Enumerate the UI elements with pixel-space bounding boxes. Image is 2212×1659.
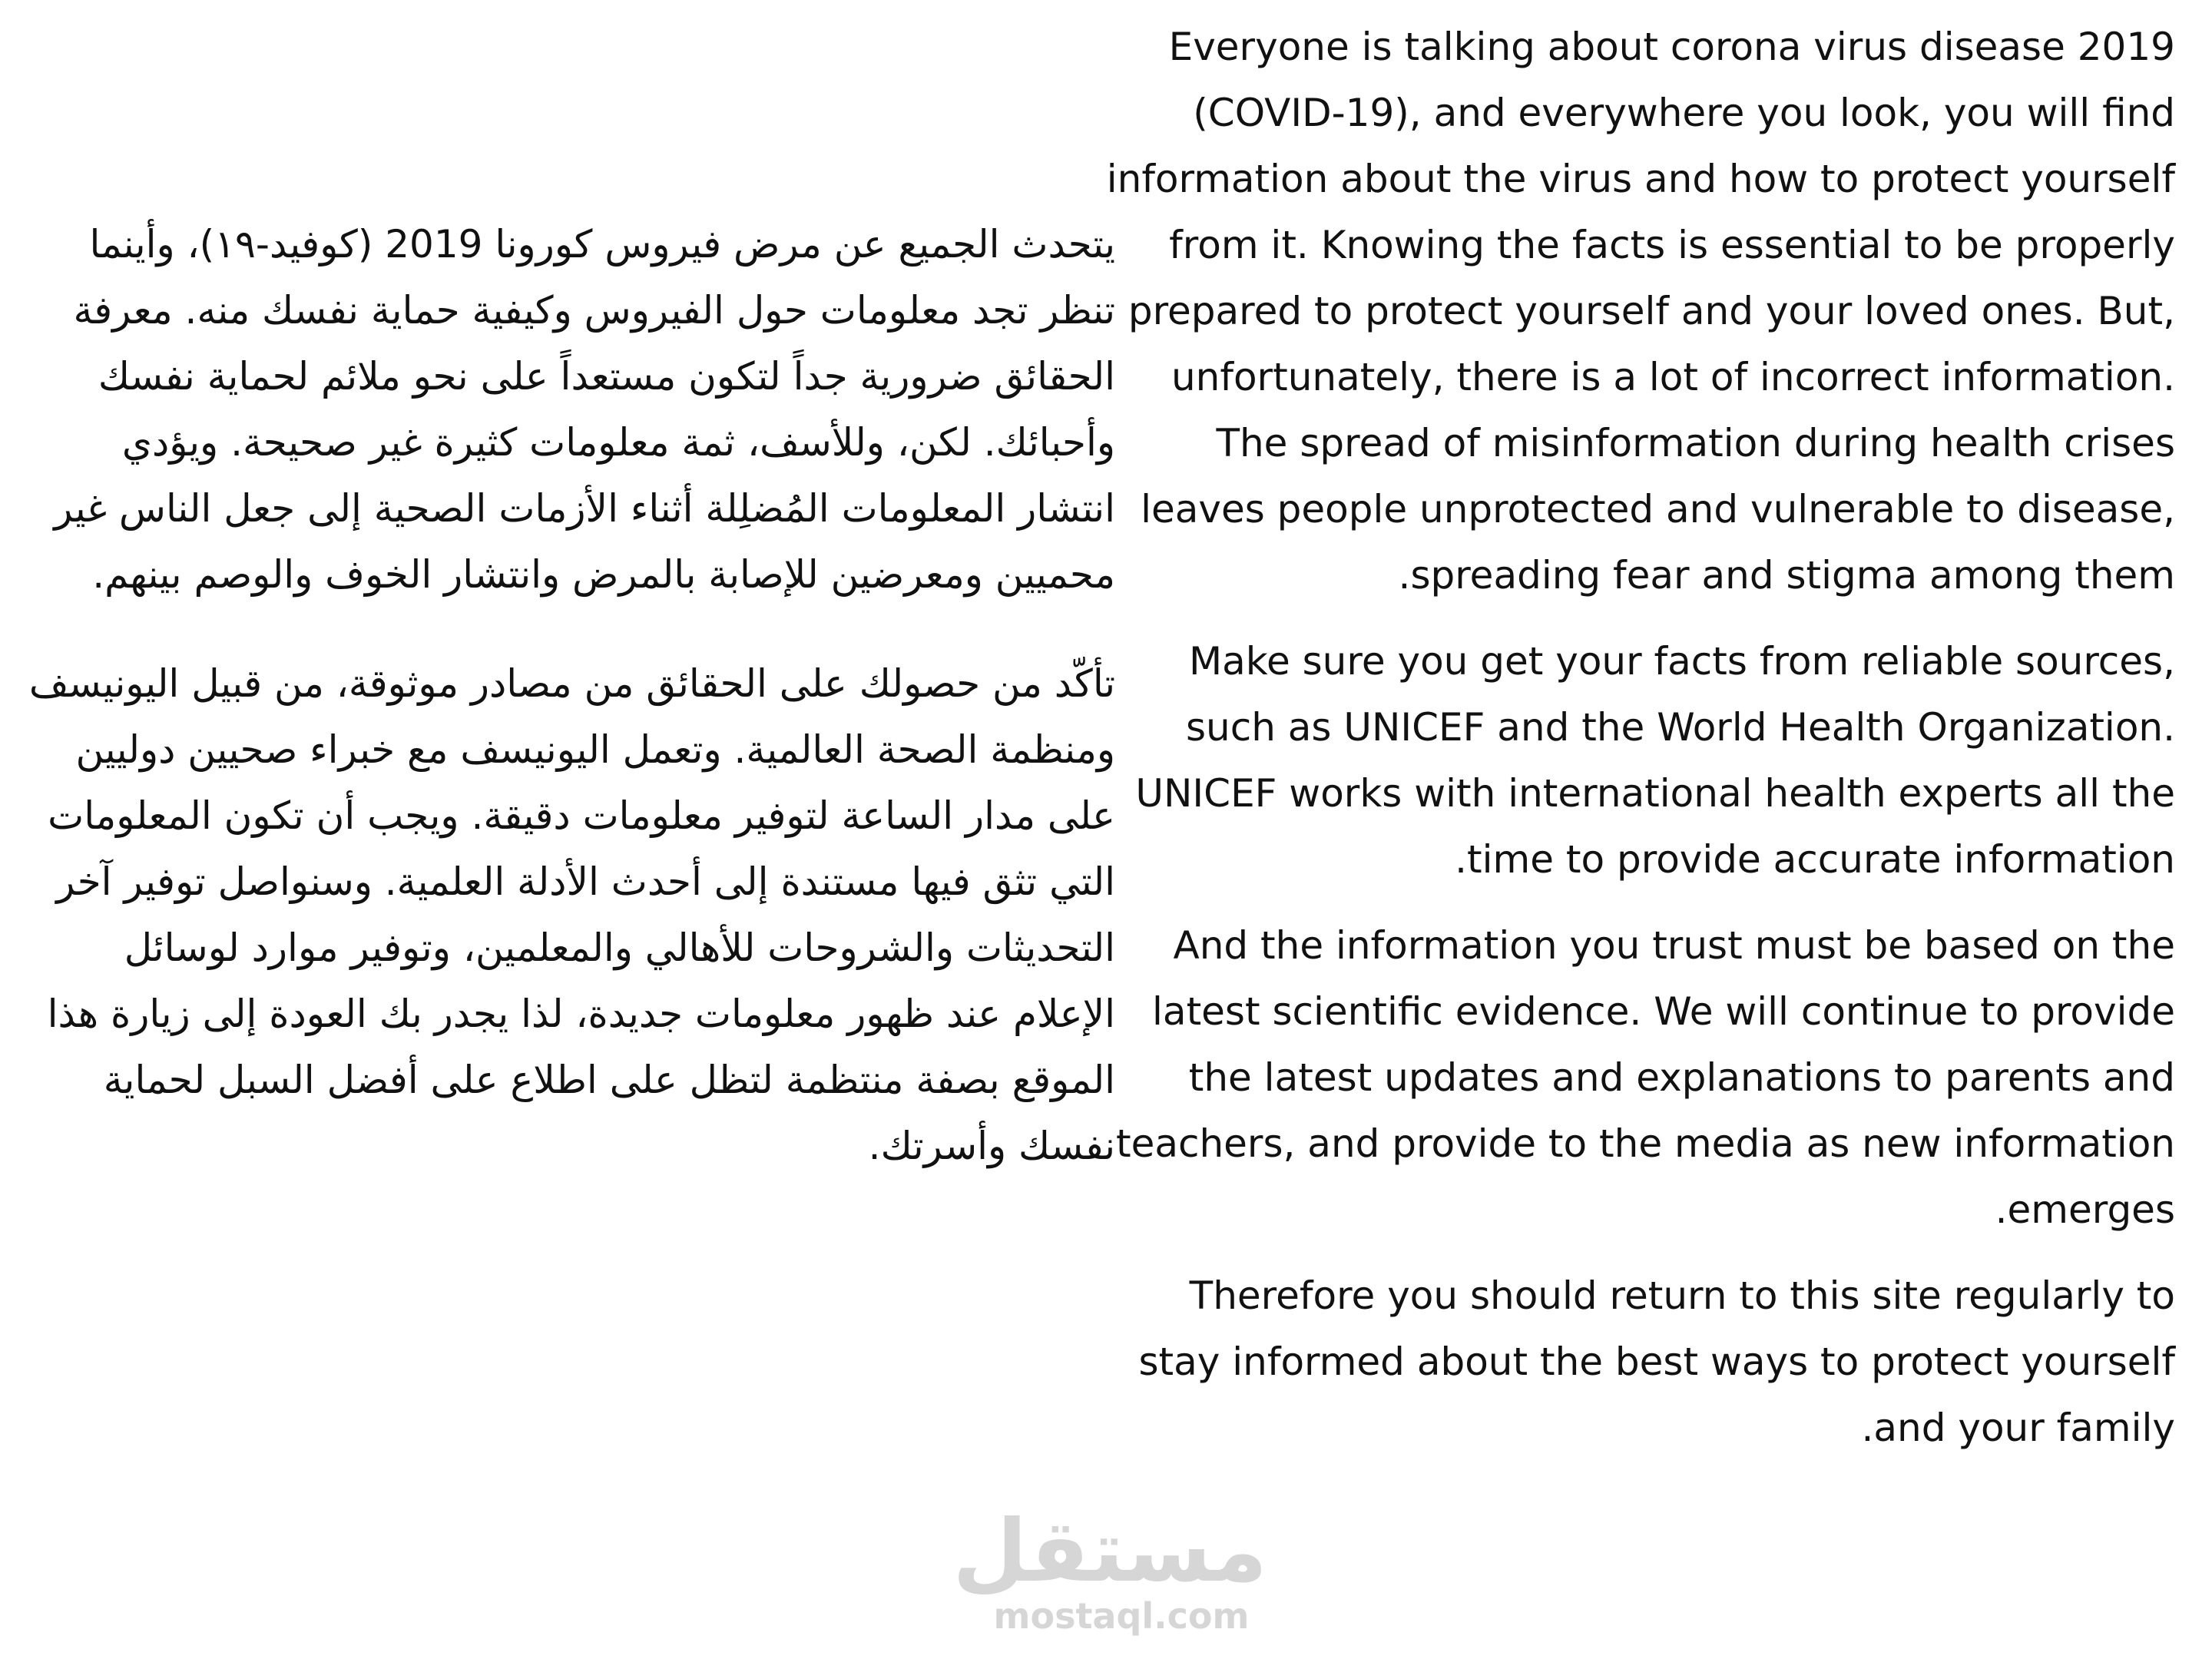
english-paragraph-1: Everyone is talking about corona virus disease 2019 (COVID-19), and everywhere you look, you will find information about the virus and how to protect yourself from it. Knowing the facts is essential to be properly prepared to protect yourself and your loved ones. But, unfortunately, there is a lot of incorrect information. The spread of misinformation during health crises leaves people unprotected and vulnerable to disease, spreading fear and stigma among them. <box>1106 25 2175 598</box>
english-paragraph-3: And the information you trust must be based on the latest scientific evidence. We will continue to provide the latest updates and explanations to parents and teachers, and provide to the media as new information emerges. <box>1115 923 2175 1232</box>
english-paragraph-4: Therefore you should return to this site regularly to stay informed about the best ways to protect yourself and your family. <box>1138 1273 2175 1450</box>
arabic-text-column <box>17 211 1115 1222</box>
english-text-column <box>1100 14 2175 1481</box>
watermark <box>952 1502 1267 1637</box>
arabic-paragraph-1: يتحدث الجميع عن مرض فيروس كورونا 2019 (كوفيد-١٩)، وأينما تنظر تجد معلومات حول الفيروس وكيفية حماية نفسك منه. معرفة الحقائق ضرورية جداً لتكون مستعداً على نحو ملائم لحماية نفسك وأحبائك. لكن، وللأسف، ثمة معلومات كثيرة غير صحيحة. ويؤدي انتشار المعلومات المُضلِلة أثناء الأزمات الصحية إلى جعل الناس غير محميين ومعرضين للإصابة بالمرض وانتشار الخوف والوصم بينهم. <box>54 222 1115 597</box>
watermark-logo: مستقل <box>952 1502 1267 1601</box>
arabic-paragraph-2: تأكّد من حصولك على الحقائق من مصادر موثوقة، من قبيل اليونيسف ومنظمة الصحة العالمية. وتعمل اليونيسف مع خبراء صحيين دوليين على مدار الساعة لتوفير معلومات دقيقة. ويجب أن تكون المعلومات التي تثق فيها مستندة إلى أحدث الأدلة العلمية. وسنواصل توفير آخر التحديثات والشروحات للأهالي والمعلمين، وتوفير موارد لوسائل الإعلام عند ظهور معلومات جديدة، لذا يجدر بك العودة إلى زيارة هذا الموقع بصفة منتظمة لتظل على اطلاع على أفضل السبل لحماية نفسك وأسرتك. <box>28 661 1115 1168</box>
watermark-url: mostaql.com <box>993 1595 1250 1637</box>
english-paragraph-2: Make sure you get your facts from reliable sources, such as UNICEF and the World Health Organization. UNICEF works with international health experts all the time to provide accurate information. <box>1135 639 2175 882</box>
